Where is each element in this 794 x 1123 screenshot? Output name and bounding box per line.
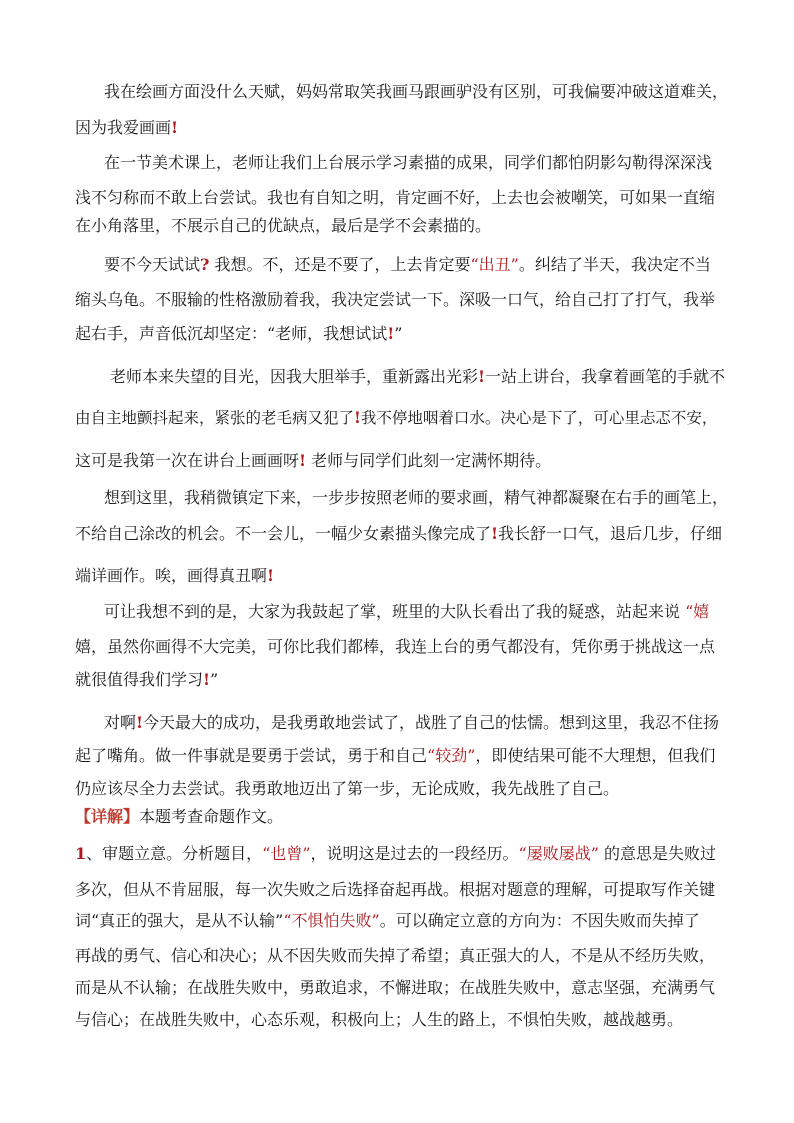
para-1-text-2: 因为我爱画画 — [75, 118, 172, 137]
analysis-line-5 — [75, 977, 735, 999]
para-5-text-2c: 我长舒一口气，退后几步，仔细 — [498, 524, 723, 543]
analysis-line-4 — [75, 945, 735, 967]
para-6-line-2 — [75, 636, 735, 658]
para-6-line-1 — [104, 601, 744, 623]
quoted-term-lvbailvzhan: “屡败屡战” — [518, 844, 599, 863]
para-5-text-1: 想到这里，我稍微镇定下来，一步步按照老师的要求画，精气神都凝聚在右手的画笔上， — [104, 488, 729, 507]
exclamation-mark: ! — [299, 451, 307, 470]
quoted-term-jiaojin: “较劲” — [427, 746, 476, 765]
detail-label: 【详解】 — [75, 807, 140, 826]
exclamation-mark: ! — [136, 713, 144, 732]
para-3-text-3c: ” — [394, 324, 403, 343]
quoted-speech-start: “嬉 — [685, 602, 710, 621]
para-5-line-3 — [75, 565, 735, 587]
para-2-text-3: 在小角落里，不展示自己的优缺点，最后是学不会素描的。 — [75, 216, 492, 235]
exclamation-mark: ! — [478, 367, 486, 386]
para-2-text-2: 浅不匀称而不敢上台尝试。我也有自知之明，肯定画不好，上去也会被嘲笑，可如果一直缩 — [75, 188, 716, 207]
para-7-text-2c: ，即使结果可能不大理想，但我们 — [475, 746, 716, 765]
analysis-text-6: 与信心；在战胜失败中，心态乐观，积极向上；人生的路上，不惧怕失败，越战越勇。 — [75, 1010, 684, 1029]
para-7-line-1 — [104, 712, 744, 734]
para-4-text-3a: 这可是我第一次在讲台上画画呀 — [75, 451, 300, 470]
exclamation-mark: ! — [171, 118, 179, 137]
analysis-text-1b: 、审题立意。分析题目， — [86, 844, 263, 863]
para-3-line-2 — [75, 289, 735, 311]
para-6-line-3 — [75, 669, 735, 691]
para-7-text-2a: 起了嘴角。做一件事就是要勇于尝试，勇于和自己 — [75, 746, 428, 765]
question-mark: ? — [200, 255, 210, 274]
para-1-line-2 — [75, 117, 735, 139]
para-2-line-1 — [104, 152, 744, 174]
para-4-text-2c: 我不停地咽着口水。决心是下了，可心里忐忑不安， — [360, 409, 718, 427]
quoted-term-bujupashibai: “不惧怕失败” — [283, 911, 380, 930]
para-5-line-2 — [75, 523, 735, 545]
analysis-line-2 — [75, 879, 735, 901]
para-7-line-3 — [75, 778, 735, 800]
analysis-number: 1 — [75, 844, 87, 863]
para-3-line-3 — [75, 323, 735, 345]
exclamation-mark: ! — [387, 324, 395, 343]
quoted-term-chuchou: “出丑” — [470, 255, 519, 274]
para-7-text-3: 仍应该尽全力去尝试。我勇敢地迈出了第一步，无论成败，我先战胜了自己。 — [75, 779, 620, 798]
analysis-text-2: 多次，但从不肯屈服，每一次失败之后选择奋起再战。根据对题意的理解，可提取写作关键 — [75, 880, 716, 899]
analysis-text-3a: 词“真正的强大，是从不认输” — [75, 911, 284, 930]
para-1-line-1 — [104, 81, 744, 103]
para-5-text-2a: 不给自己涂改的机会。不一会儿，一幅少女素描头像完成了 — [75, 524, 492, 543]
para-2-line-3 — [75, 215, 735, 237]
para-2-text-1: 在一节美术课上，老师让我们上台展示学习素描的成果，同学们都怕阴影勾勒得深深浅 — [104, 153, 713, 172]
para-3-text-2: 缩头乌龟。不服输的性格激励着我，我决定尝试一下。深吸一口气，给自己打了打气，我举 — [75, 290, 716, 309]
para-1-text-1: 我在绘画方面没什么天赋，妈妈常取笑我画马跟画驴没有区别，可我偏要冲破这道难关， — [104, 82, 729, 101]
para-3-text-1a: 要不今天试试 — [104, 255, 201, 274]
para-7-text-1a: 对啊 — [104, 713, 137, 732]
para-4-line-1 — [110, 366, 740, 388]
analysis-text-1f: 的意思是失败过 — [598, 844, 717, 863]
detail-line — [75, 806, 735, 828]
analysis-line-1 — [75, 843, 735, 865]
exclamation-mark: ! — [354, 408, 361, 427]
para-3-text-1c: 我想。不，还是不要了，上去肯定要 — [209, 255, 471, 274]
para-4-text-1c: 一站上讲台，我拿着画笔的手就不 — [485, 367, 726, 386]
para-6-text-3a: 就很值得我们学习 — [75, 670, 204, 689]
exclamation-mark: ! — [203, 670, 211, 689]
para-3-line-1 — [104, 254, 744, 276]
quoted-term-yeceng: “也曾” — [262, 844, 311, 863]
analysis-text-3c: 。可以确定立意的方向为：不因失败而失掉了 — [379, 911, 700, 930]
exclamation-mark: ! — [491, 524, 499, 543]
para-3-text-1e: 。纠结了半天，我决定不当 — [518, 255, 711, 274]
para-4-line-3 — [75, 450, 735, 472]
analysis-text-1d: ，说明这是过去的一段经历。 — [310, 844, 519, 863]
analysis-text-5: 而是从不认输；在战胜失败中，勇敢追求，不懈进取；在战胜失败中，意志坚强，充满勇气 — [75, 978, 716, 997]
analysis-line-6 — [75, 1009, 735, 1031]
para-4-text-3c: 老师与同学们此刻一定满怀期待。 — [306, 451, 552, 470]
para-6-text-2: 嬉，虽然你画得不大完美，可你比我们都棒，我连上台的勇气都没有，凭你勇于挑战这一点 — [75, 637, 716, 656]
analysis-line-3 — [75, 910, 735, 932]
para-6-text-3c: ” — [210, 670, 219, 689]
exclamation-mark: ! — [267, 566, 275, 585]
para-2-line-2 — [75, 187, 735, 209]
para-4-text-1a: 老师本来失望的目光，因我大胆举手，重新露出光彩 — [110, 367, 479, 386]
para-5-text-3a: 端详画作。唉，画得真丑啊 — [75, 566, 268, 585]
para-7-text-1c: 今天最大的成功，是我勇敢地尝试了，战胜了自己的怯懦。想到这里，我忍不住扬 — [143, 713, 720, 732]
para-4-line-2 — [75, 407, 735, 429]
para-4-text-2a: 由自主地颤抖起来，紧张的老毛病又犯了 — [75, 409, 355, 427]
detail-text: 本题考查命题作文。 — [139, 807, 284, 826]
para-5-line-1 — [104, 487, 744, 509]
para-6-text-1a: 可让我想不到的是，大家为我鼓起了掌，班里的大队长看出了我的疑惑，站起来说 — [104, 602, 686, 621]
analysis-text-4: 再战的勇气、信心和决心；从不因失败而失掉了希望；真正强大的人，不是从不经历失败， — [75, 946, 716, 965]
para-3-text-3a: 起右手，声音低沉却坚定：“老师，我想试试 — [75, 324, 388, 343]
para-7-line-2 — [75, 745, 735, 767]
